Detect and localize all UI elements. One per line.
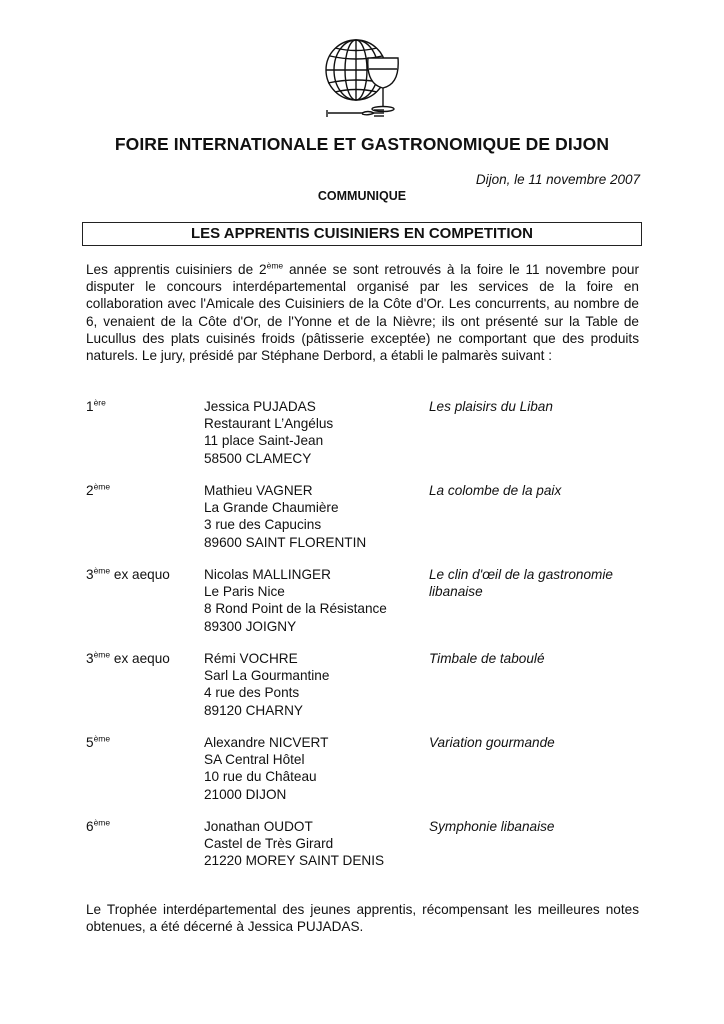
candidate-establishment: Le Paris Nice <box>204 584 285 600</box>
result-entry <box>86 398 646 468</box>
candidate-establishment: La Grande Chaumière <box>204 500 339 516</box>
result-rank: 5ème <box>86 733 111 750</box>
candidate-street: 21220 MOREY SAINT DENIS <box>204 853 385 869</box>
candidate-name: Rémi VOCHRE <box>204 651 298 666</box>
result-entry <box>86 818 646 888</box>
document-type: COMMUNIQUE <box>317 189 407 203</box>
candidate-establishment: SA Central Hôtel <box>204 752 305 768</box>
subject-box: LES APPRENTIS CUISINIERS EN COMPETITION <box>82 222 642 246</box>
dish-name: Le clin d'œil de la gastronomie libanaise <box>429 567 613 600</box>
closing-paragraph: Le Trophée interdépartemental des jeunes apprentis, récompensant les meilleures notes obtenues, a été décerné à Jessica PUJADAS. <box>86 902 639 935</box>
result-rank: 2ème <box>86 481 111 498</box>
candidate-street: 11 place Saint-Jean <box>204 433 324 449</box>
candidate-establishment: Castel de Très Girard <box>204 836 334 852</box>
result-address <box>204 650 429 719</box>
candidate-street: 8 Rond Point de la Résistance <box>204 601 387 617</box>
result-entry <box>86 650 646 720</box>
candidate-establishment: Restaurant L’Angélus <box>204 416 334 432</box>
candidate-city: 89600 SAINT FLORENTIN <box>204 534 367 550</box>
dish-name: Variation gourmande <box>429 735 555 750</box>
result-rank: 1ère <box>86 397 106 414</box>
result-entry <box>86 734 646 804</box>
candidate-name: Jessica PUJADAS <box>204 399 316 414</box>
candidate-name: Mathieu VAGNER <box>204 483 313 498</box>
candidate-city: 89120 CHARNY <box>204 702 303 718</box>
candidate-street: 3 rue des Capucins <box>204 517 322 533</box>
dish-name: Timbale de taboulé <box>429 651 545 666</box>
result-rank: 3ème ex aequo <box>86 649 170 666</box>
result-entry <box>86 566 646 636</box>
dish-name: Les plaisirs du Liban <box>429 399 553 414</box>
result-address <box>204 818 429 870</box>
result-address <box>204 482 429 551</box>
intro-superscript: ème <box>266 260 284 271</box>
candidate-city: 89300 JOIGNY <box>204 618 297 634</box>
intro-text-start: Les apprentis cuisiniers de 2 <box>86 262 267 277</box>
intro-text-rest: année se sont retrouvés à la foire le 11 novembre pour disputer le concours interdépartemental organisé par les services de la foire en collaboration avec l'Amicale des Cuisiniers de la Côte d'Or. Les concurrents, au nombre de 6, venaient de la Côte d'Or, de l'Yonne et de la Nièvre; ils ont présenté sur la Table de Lucullus des plats cuisinés froids (pâtisserie exceptée) ne comportant que des produits naturels. Le jury, présidé par Stéphane Derbord, a établi le palmarès suivant : <box>86 262 639 364</box>
result-address <box>204 734 429 803</box>
candidate-name: Nicolas MALLINGER <box>204 567 331 582</box>
candidate-name: Jonathan OUDOT <box>204 819 313 834</box>
candidate-city: 21000 DIJON <box>204 786 287 802</box>
candidate-street: 4 rue des Ponts <box>204 685 300 701</box>
document-date: Dijon, le 11 novembre 2007 <box>475 172 640 187</box>
dish-name: La colombe de la paix <box>429 483 562 498</box>
candidate-name: Alexandre NICVERT <box>204 735 329 750</box>
page-title: FOIRE INTERNATIONALE ET GASTRONOMIQUE DE DIJON <box>114 134 610 154</box>
intro-paragraph <box>86 261 639 364</box>
result-address <box>204 566 429 635</box>
result-rank: 6ème <box>86 817 111 834</box>
candidate-street: 10 rue du Château <box>204 769 317 785</box>
candidate-city: 58500 CLAMECY <box>204 450 312 466</box>
candidate-establishment: Sarl La Gourmantine <box>204 668 330 684</box>
dish-name: Symphonie libanaise <box>429 819 555 834</box>
result-address <box>204 398 429 467</box>
result-rank: 3ème ex aequo <box>86 565 170 582</box>
globe-wineglass-fork-logo <box>318 36 410 124</box>
result-entry <box>86 482 646 552</box>
